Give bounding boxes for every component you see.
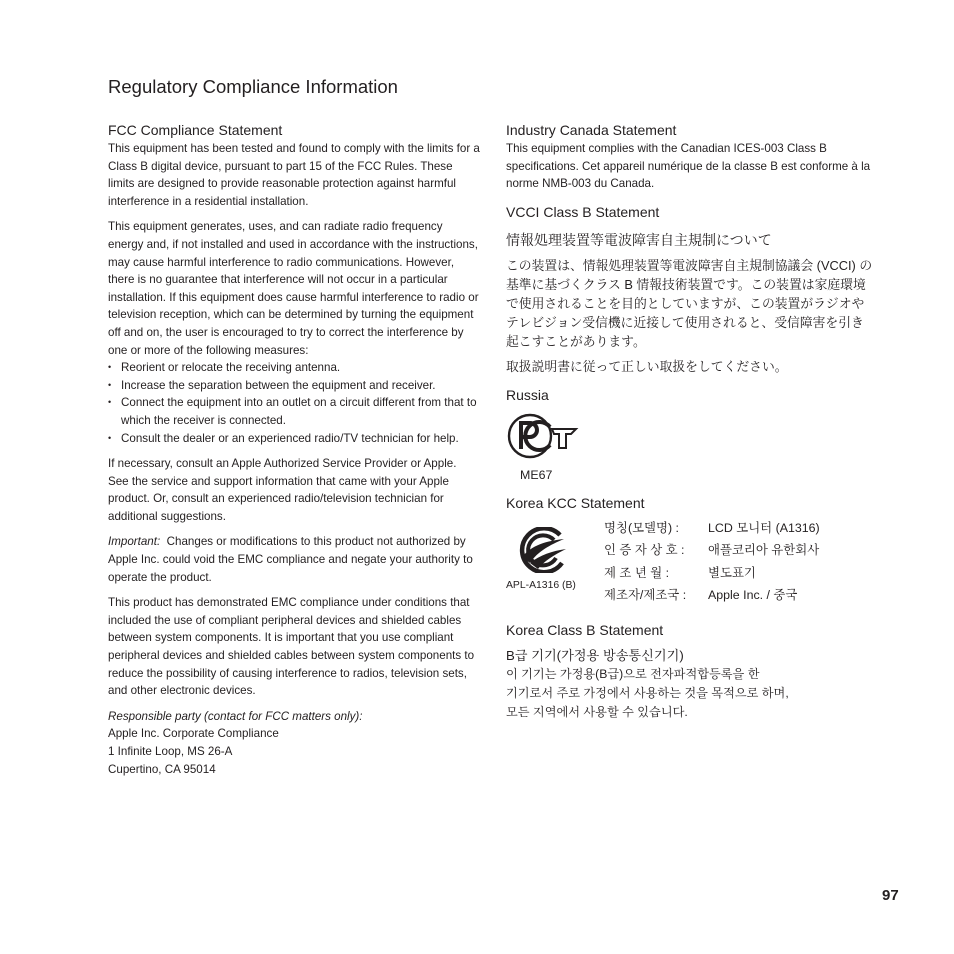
- kcc-key: 인 증 자 상 호 :: [604, 543, 685, 558]
- left-column: [108, 121, 480, 778]
- vcci-jp-body: この装置は、情報処理装置等電波障害自主規制協議会 (VCCI) の基準に基づくクラス B 情報技術装置です。この装置は家庭環境で使用されることを目的としていますが、この装置がラジオやテレビジョン受信機に近接して使用されると、受信障害を引き起こすことがあります。: [506, 257, 873, 349]
- industry-canada-heading: Industry Canada Statement: [506, 122, 677, 138]
- list-item: • Reorient or relocate the receiving antenna.: [108, 359, 480, 377]
- table-row: [604, 584, 820, 607]
- page-title: Regulatory Compliance Information: [108, 76, 398, 97]
- korea-classb-line: 기기로서 주로 가정에서 사용하는 것을 목적으로 하며,: [506, 685, 789, 700]
- korea-classb-line: 모든 지역에서 사용할 수 있습니다.: [506, 704, 688, 719]
- korea-classb-line: 이 기기는 가정용(B급)으로 전자파적합등록을 한: [506, 666, 760, 681]
- kcc-info-table: [604, 517, 820, 607]
- pct-certification-mark-icon: [506, 411, 580, 461]
- kcc-value: 별도표기: [708, 565, 756, 580]
- vcci-heading: VCCI Class B Statement: [506, 203, 660, 220]
- table-row: [604, 562, 820, 585]
- table-row: [604, 517, 820, 540]
- important-label: Important:: [108, 535, 161, 549]
- kcc-value: LCD 모니터 (A1316): [708, 520, 820, 535]
- kcc-certification-logo-icon: [516, 527, 568, 573]
- address-line: Apple Inc. Corporate Compliance: [108, 727, 279, 741]
- page-number: 97: [882, 887, 899, 904]
- list-item: • Consult the dealer or an experienced radio/TV technician for help.: [108, 430, 480, 448]
- russia-heading: Russia: [506, 386, 549, 403]
- korea-classb-kr-heading: B급 기기(가정용 방송통신기기): [506, 647, 684, 663]
- address-line: Cupertino, CA 95014: [108, 762, 216, 776]
- vcci-jp-heading: 情報処理装置等電波障害自主規制について: [506, 231, 772, 248]
- kcc-block: [506, 517, 876, 607]
- table-row: [604, 539, 820, 562]
- kcc-logo-column: [506, 517, 604, 593]
- kcc-key: 명칭(모델명) :: [604, 520, 679, 535]
- fcc-paragraph-4: This product has demonstrated EMC compliance under conditions that included the use of compliant peripheral devices and shielded cables between system components. It is important that you use compliant peripheral devices and shielded cables between system components to reduce the possibility of causing interference to radios, television sets, and other electronic devices.: [108, 596, 475, 698]
- address-line: 1 Infinite Loop, MS 26-A: [108, 745, 233, 758]
- vcci-jp-instruction: 取扱説明書に従って正しい取扱をしてください。: [506, 358, 788, 374]
- russia-mark-code: ME67: [520, 467, 553, 482]
- fcc-measures-list: [108, 359, 480, 447]
- kcc-value: 애플코리아 유한회사: [708, 543, 820, 558]
- korea-kcc-heading: Korea KCC Statement: [506, 494, 645, 511]
- kcc-key: 제조자/제조국 :: [604, 588, 687, 603]
- responsible-party-label: Responsible party (contact for FCC matters only):: [108, 709, 363, 723]
- list-item: • Connect the equipment into an outlet on a circuit different from that to which the receiver is connected.: [108, 394, 480, 429]
- industry-canada-text: This equipment complies with the Canadian ICES-003 Class B specifications. Cet appareil numérique de la classe B est conforme à la norme NMB-003 du Canada.: [506, 142, 871, 191]
- fcc-paragraph-1: This equipment has been tested and found to comply with the limits for a Class B digital device, pursuant to part 15 of the FCC Rules. These limits are designed to provide reasonable protection against harmful interference in a residential installation.: [108, 142, 480, 208]
- fcc-paragraph-3: If necessary, consult an Apple Authorized Service Provider or Apple. See the service and support information that came with your Apple product. Or, consult an experienced radio/television technician for additional suggestions.: [108, 457, 457, 523]
- kcc-logo-caption: APL-A1316 (B): [506, 579, 576, 591]
- fcc-paragraph-2: This equipment generates, uses, and can radiate radio frequency energy and, if not installed and used in accordance with the instructions, may cause harmful interference to radio communications. However, there is no guarantee that interference will not occur in a particular installation. If this equipment does cause harmful interference to radio or television reception, which can be determined by turning the equipment off and on, the user is encouraged to try to correct the interference by one or more of the following measures:: [108, 220, 479, 357]
- right-column: [506, 121, 876, 722]
- fcc-important-note: [108, 533, 480, 586]
- important-text: Changes or modifications to this product not authorized by Apple Inc. could void the EMC compliance and negate your authority to operate the product.: [108, 535, 473, 584]
- kcc-key: 제 조 년 월 :: [604, 565, 670, 580]
- korea-classb-heading: Korea Class B Statement: [506, 621, 664, 638]
- kcc-value: Apple Inc. / 중국: [708, 588, 798, 603]
- list-item: • Increase the separation between the equipment and receiver.: [108, 377, 480, 395]
- fcc-heading: FCC Compliance Statement: [108, 122, 283, 138]
